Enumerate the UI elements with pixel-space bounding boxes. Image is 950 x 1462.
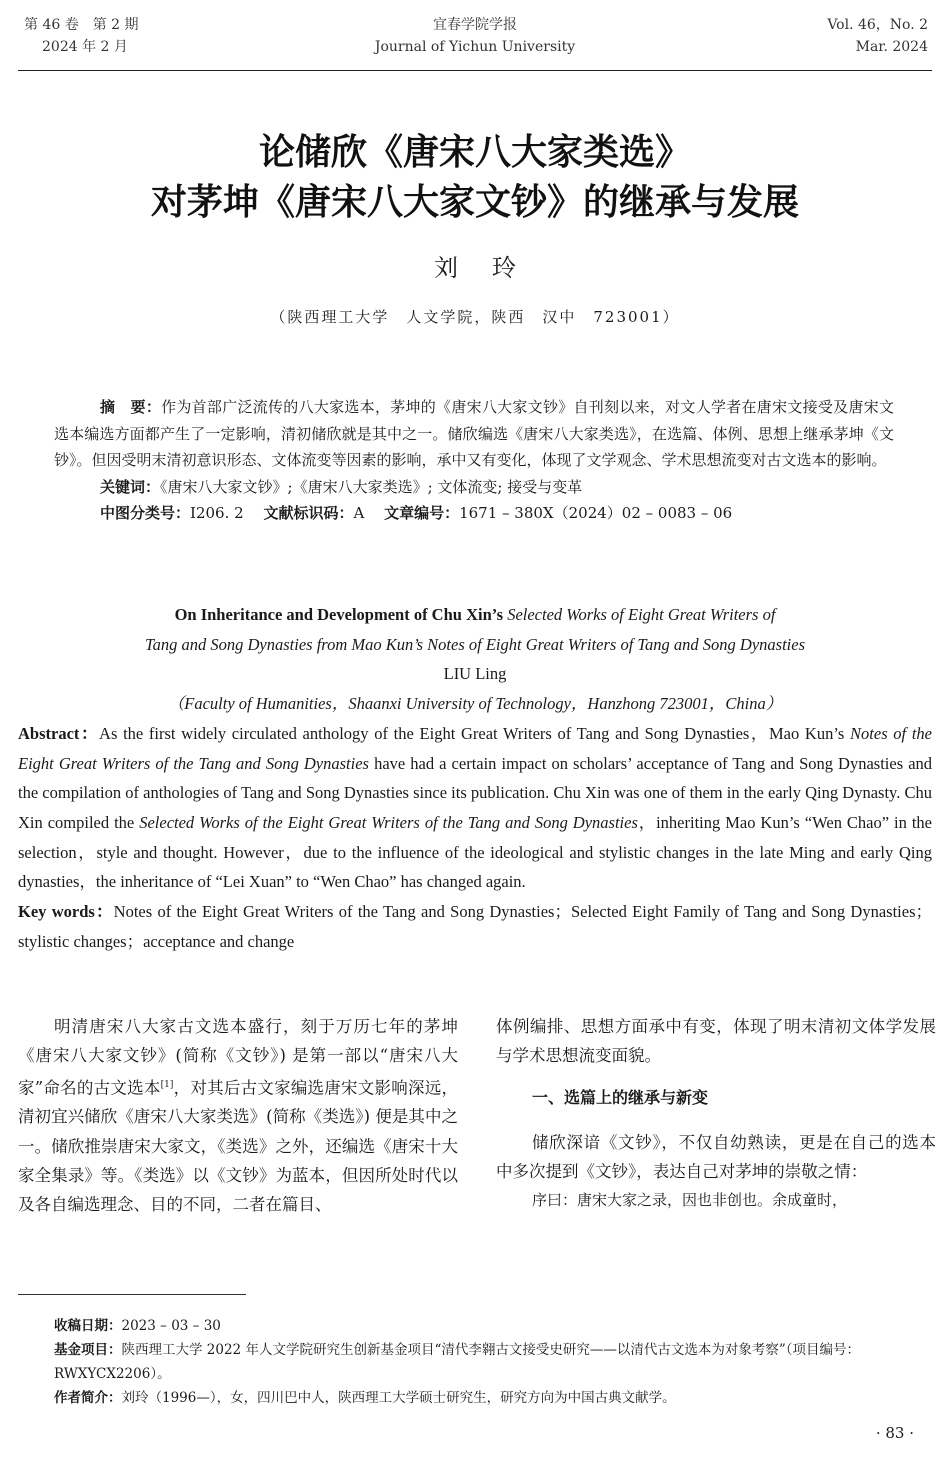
header-center [18,14,932,58]
english-title-italic-1: Selected Works of Eight Great Writers of [507,605,776,624]
doc-code-value: A [353,504,365,522]
paper-title [0,128,950,228]
chinese-abstract-block [54,394,894,527]
english-title-line-2 [18,630,932,660]
abstract-en-part-5: ，inheriting Mao Kun’s “Wen Chao” in the selection，style and thought. However，due to the influence of the ideological and stylistic changes in the late Ming and early Qing dynasties，the inheritance of “Lei Xuan” to “Wen Chao” has changed again. [18,812,932,892]
english-title [18,600,932,630]
clc-value: I206. 2 [190,504,244,522]
doc-code-label: 文献标识码： [263,504,354,522]
volume-cn: 第 46 卷 第 2 期 [24,17,139,33]
fund-label: 基金项目： [54,1342,122,1358]
footnote-fund [54,1338,930,1386]
abstract-en-part-4: Selected Works of the Eight Great Writers of the Tang and Song Dynasties [139,812,638,832]
abstract-en-part-1: As the first widely circulated anthology of the Eight Great Writers of Tang and Song Dynasties，Mao Kun’s [99,723,845,743]
author-name: 刘玲 [434,254,550,282]
footnote-bio [54,1386,930,1410]
citation-ref-1[interactable]: [1] [160,1079,174,1090]
journal-name-cn: 宜春学院学报 [433,17,517,33]
received-date: 2023 – 03 – 30 [121,1318,221,1334]
title-line-2: 对茅坤《唐宋八大家文钞》的继承与发展 [150,182,799,223]
header-right [827,14,928,58]
title-line-1: 论储欣《唐宋八大家类选》 [258,132,691,173]
classification-line [54,500,894,527]
abstract-cn-text: 作为首部广泛流传的八大家选本，茅坤的《唐宋八大家文钞》自刊刻以来，对文人学者在唐宋文接受及唐宋文选本编选方面都产生了一定影响，清初储欣就是其中之一。储欣编选《唐宋八大家类选》，在选篇、体例、思想上继承茅坤《文钞》。但因受明末清初意识形态、文体流变等因素的影响，承中又有变化，体现了文学观念、学术思想流变对古文选本的影响。 [54,398,894,469]
english-abstract-block [18,600,932,956]
author-affiliation: （陕西理工大学 人文学院，陕西 汉中 723001） [270,308,680,326]
footnote-received [54,1314,930,1338]
footnotes [54,1314,930,1410]
quote-paragraph: 序曰：唐宋大家之录，因也非创也。余成童时， [532,1191,848,1210]
page-number: · 83 · [875,1424,914,1442]
para1-text-a: 明清唐宋八大家古文选本盛行，刻于万历七年的茅坤《唐宋八大家文钞》(简称《文钞》) 是第一部以“唐宋八大家”命名的古文选本 [18,1017,458,1098]
received-label: 收稿日期： [54,1318,122,1334]
english-title-bold: On Inheritance and Development of Chu Xin’s [174,605,504,624]
body-paragraph-2: 体例编排、思想方面承中有变，体现了明末清初文体学发展与学术思想流变面貌。 [496,1017,936,1066]
para1-text-b: ，对其后古文家编选唐宋文影响深远，清初宜兴储欣《唐宋八大家类选》(简称《类选》) 便是其中之一。储欣推崇唐宋大家文，《类选》之外，还编选《唐宋十大家全集录》等。《类选》以《文钞》为蓝本，但因所处时代以及各自编选理念、目的不同，二者在篇目、 [18,1078,459,1215]
journal-name-en: Journal of Yichun University [374,39,576,55]
fund-text: 陕西理工大学 2022 年人文学院研究生创新基金项目“清代李翱古文接受史研究——以清代古文选本为对象考察”（项目编号：RWXYCX2206）。 [54,1342,860,1382]
section-heading-1: 一、选篇上的继承与新变 [532,1087,709,1107]
body-paragraph-3: 储欣深谙《文钞》，不仅自幼熟读，更是在自己的选本中多次提到《文钞》，表达自己对茅坤的崇敬之情： [496,1132,936,1182]
bio-label: 作者简介： [54,1390,122,1406]
body-paragraph-1 [18,1012,458,1220]
clc-label: 中图分类号： [100,504,191,522]
abstract-en-part-2: Notes of the Eight Great Writers of the Tang and Song Dynasties [18,723,932,773]
running-header [18,14,932,71]
english-affiliation [18,689,932,719]
keywords-cn [54,474,894,501]
keywords-en-text: Notes of the Eight Great Writers of the Tang and Song Dynasties；Selected Eight Family of Tang and Song Dynasties；stylistic changes；acceptance and change [18,902,932,951]
english-author: LIU Ling [443,664,507,684]
article-number-value: 1671 – 380X（2024）02 – 0083 – 06 [459,504,733,522]
body-column-left [18,1012,458,1220]
article-number-label: 文章编号： [384,504,460,522]
keywords-en-label: Key words： [18,902,114,922]
abstract-cn-label: 摘 要： [100,398,162,416]
date-cn: 2024 年 2 月 [42,39,128,55]
volume-en: Vol. 46，No. 2 [827,17,928,33]
abstract-en-label: Abstract： [18,723,100,743]
english-title-italic-2: Tang and Song Dynasties from Mao Kun’s Notes of Eight Great Writers of Tang and Song Dynasties [144,634,806,654]
keywords-cn-label: 关键词： [100,477,161,496]
english-affiliation-text: （Faculty of Humanities，Shaanxi University of Technology，Hanzhong 723001，China） [167,694,783,714]
footnote-divider [18,1294,246,1295]
date-en: Mar. 2024 [855,39,928,55]
body-column-right [496,1012,936,1216]
keywords-cn-text: 《唐宋八大家文钞》;《唐宋八大家类选》; 文体流变; 接受与变革 [160,477,583,496]
abstract-en-part-3: have had a certain impact on scholars’ acceptance of Tang and Song Dynasties and the compilation of anthologies of Tang and Song Dynasties since its publication. Chu Xin was one of them in the early Qing Dynasty. Chu Xin compiled the [18,753,933,832]
abstract-en [18,719,932,897]
abstract-cn [54,394,894,474]
bio-text: 刘玲（1996—），女，四川巴中人，陕西理工大学硕士研究生，研究方向为中国古典文献学。 [121,1390,676,1406]
keywords-en [18,897,932,956]
